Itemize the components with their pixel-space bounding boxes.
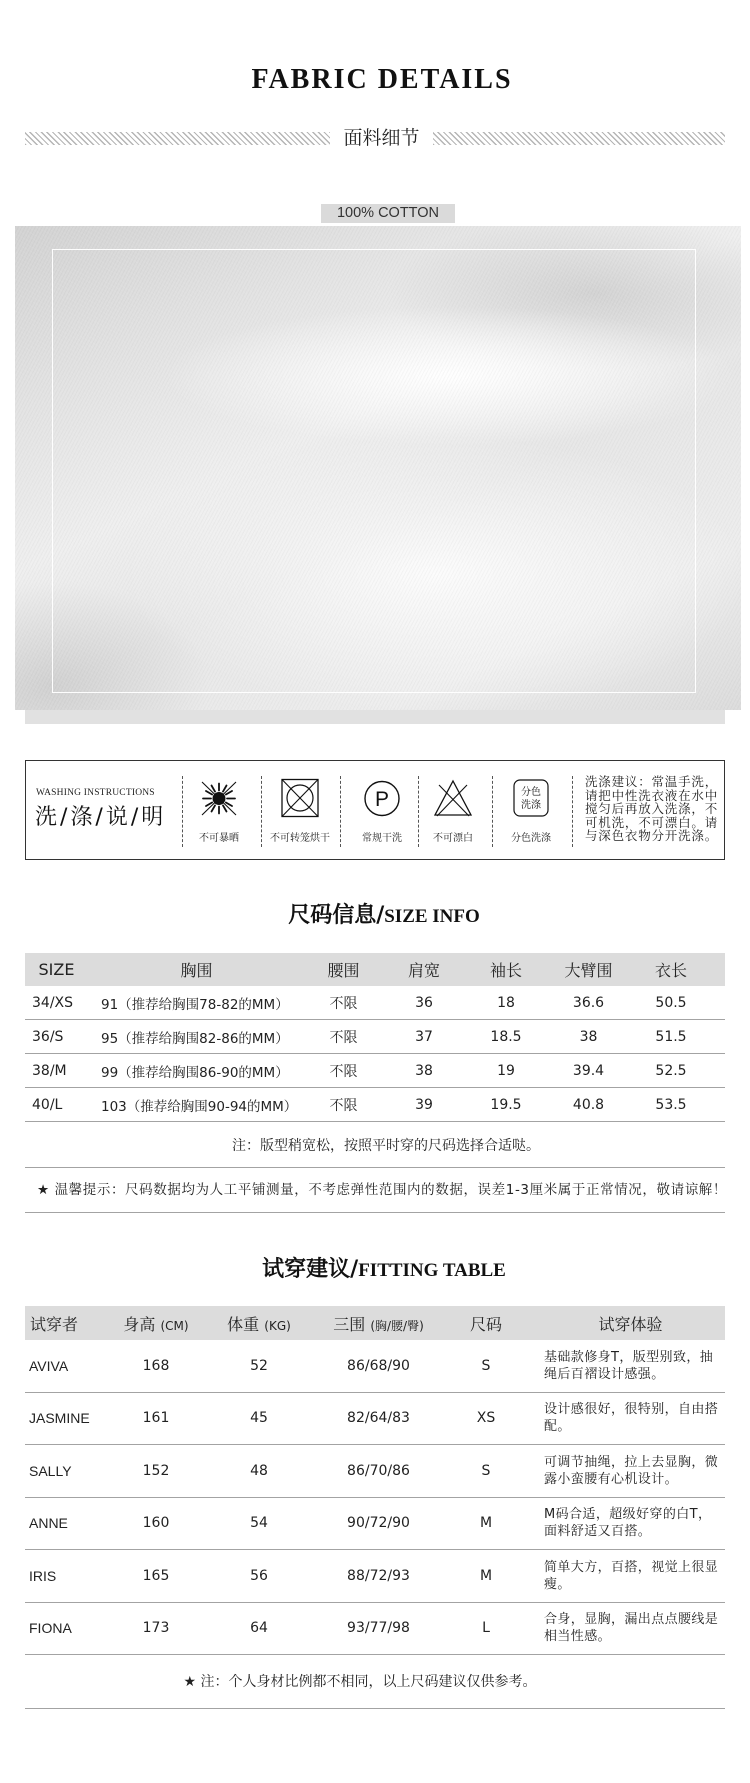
- dashed-divider: [340, 776, 341, 847]
- tester-name: IRIS: [29, 1567, 57, 1584]
- shoulder-cell: 39: [415, 1096, 433, 1113]
- tester-name: JASMINE: [29, 1410, 90, 1427]
- length-cell: 50.5: [655, 994, 687, 1011]
- header-cell-height: [115, 1312, 197, 1335]
- wash-separately-badge-line: 分色: [521, 787, 541, 798]
- header-unit: (CM): [160, 1318, 189, 1333]
- chest-cell: 99（推荐给胸围86-90的MM）: [101, 1064, 289, 1081]
- washing-title-zh: 洗/涤/说/明: [35, 805, 167, 830]
- decorative-stripe-right: [433, 132, 725, 145]
- fitting-footer-note: ★ 注：个人身材比例都不相同，以上尺码建议仅供参考。: [183, 1674, 537, 1690]
- wash-separately-label: 分色洗涤: [511, 833, 551, 844]
- tester-size: S: [481, 1462, 491, 1479]
- page-title: FABRIC DETAILS: [251, 64, 513, 95]
- fitting-row: [25, 1603, 725, 1656]
- divider-line: [25, 1167, 725, 1168]
- tester-height: 165: [142, 1567, 170, 1584]
- fitting-row: [25, 1340, 725, 1393]
- no-sun-drying-label: 不可暴晒: [199, 833, 239, 844]
- header-unit: (胸/腰/臀): [370, 1318, 424, 1333]
- header-label: 身高: [123, 1314, 156, 1334]
- tester-weight: 56: [250, 1567, 268, 1584]
- tester-weight: 48: [250, 1462, 268, 1479]
- header-cell-sleeve: 袖长: [489, 961, 522, 980]
- chest-cell: 91（推荐给胸围78-82的MM）: [101, 996, 289, 1013]
- tester-measurements: 88/72/93: [347, 1567, 410, 1584]
- tester-experience: 合身，显胸，漏出点点腰线是相当性感。: [544, 1612, 719, 1645]
- fitting-row: [25, 1498, 725, 1551]
- no-bleach-icon: [431, 778, 475, 819]
- fitting-row: [25, 1550, 725, 1603]
- waist-cell: 不限: [329, 1097, 358, 1114]
- tester-weight: 45: [250, 1410, 268, 1427]
- size-cell: 34/XS: [32, 994, 74, 1011]
- tester-name: SALLY: [29, 1462, 72, 1479]
- size-row: [25, 1088, 725, 1122]
- chest-cell: 95（推荐给胸围82-86的MM）: [101, 1030, 289, 1047]
- header-cell-shoulder: 肩宽: [407, 961, 440, 980]
- washing-advice-text: 洗涤建议：常温手洗，请把中性洗衣液在水中搅匀后再放入洗涤，不可机洗，不可漂白。请与深色衣物分开洗涤。: [585, 774, 719, 844]
- fitting-heading-zh: 试穿建议/: [262, 1257, 359, 1282]
- header-label: 体重: [227, 1314, 260, 1334]
- dry-clean-label: 常规干洗: [362, 833, 402, 844]
- shoulder-cell: 36: [415, 994, 433, 1011]
- fitting-row: [25, 1393, 725, 1446]
- dry-clean-p-icon: [360, 778, 404, 819]
- no-tumble-dry-label: 不可转笼烘干: [270, 833, 330, 844]
- dashed-divider: [572, 776, 573, 847]
- tester-measurements: 90/72/90: [347, 1515, 410, 1532]
- fitting-table: [25, 1306, 725, 1655]
- tester-height: 173: [142, 1620, 170, 1637]
- wash-separately-badge-line: 洗涤: [521, 800, 541, 811]
- size-table-header: [25, 953, 725, 986]
- sleeve-cell: 18: [497, 994, 515, 1011]
- dry-clean-symbol-letter: P: [374, 788, 390, 811]
- header-label: 三围: [333, 1314, 366, 1334]
- tester-size: M: [479, 1515, 493, 1532]
- upper-arm-cell: 40.8: [572, 1096, 605, 1113]
- tester-name: AVIVA: [29, 1357, 69, 1374]
- no-tumble-dry-icon: [278, 778, 322, 819]
- size-info-heading-zh: 尺码信息/: [288, 903, 385, 928]
- decorative-stripe-left: [25, 132, 330, 145]
- tester-weight: 64: [250, 1620, 268, 1637]
- divider-line: [25, 1708, 725, 1709]
- size-row: [25, 986, 725, 1020]
- header-cell-waist: 腰围: [327, 961, 360, 980]
- tester-size: L: [482, 1620, 490, 1637]
- size-cell: 36/S: [32, 1028, 64, 1045]
- tester-measurements: 86/70/86: [347, 1462, 410, 1479]
- photo-inner-frame: [52, 249, 696, 693]
- shoulder-cell: 38: [415, 1062, 433, 1079]
- header-cell-tester: 试穿者: [30, 1314, 79, 1334]
- size-info-heading-en: SIZE INFO: [384, 906, 480, 927]
- tester-height: 168: [142, 1357, 170, 1374]
- tester-height: 160: [142, 1515, 170, 1532]
- material-badge: 100% COTTON: [321, 204, 455, 223]
- tester-size: M: [479, 1567, 493, 1584]
- tester-name: ANNE: [29, 1515, 68, 1532]
- measurement-tip: ★ 温馨提示：尺码数据均为人工平铺测量，不考虑弹性范围内的数据，误差1-3厘米属于正常情况，敬请谅解！: [36, 1182, 728, 1198]
- tester-measurements: 86/68/90: [347, 1357, 410, 1374]
- wash-separately-icon: [509, 778, 553, 819]
- shoulder-cell: 37: [415, 1028, 433, 1045]
- header-cell-chest: 胸围: [180, 961, 213, 980]
- tester-measurements: 93/77/98: [347, 1620, 410, 1637]
- size-cell: 38/M: [32, 1062, 67, 1079]
- no-bleach-label: 不可漂白: [433, 833, 473, 844]
- sleeve-cell: 18.5: [490, 1028, 522, 1045]
- header-cell-upper-arm: 大臂围: [564, 961, 613, 980]
- sleeve-cell: 19: [497, 1062, 515, 1079]
- tester-weight: 54: [250, 1515, 268, 1532]
- tester-height: 161: [142, 1410, 170, 1427]
- tester-weight: 52: [250, 1357, 268, 1374]
- fitting-table-header: [25, 1306, 725, 1340]
- fitting-heading-en: FITTING TABLE: [358, 1260, 506, 1281]
- fitting-table-heading: [18, 1256, 750, 1285]
- header-cell-weight: [197, 1312, 321, 1335]
- tester-experience: 可调节抽绳，拉上去显胸，微露小蛮腰有心机设计。: [544, 1454, 719, 1487]
- header-cell-measurements: [321, 1312, 436, 1335]
- size-note: 注：版型稍宽松，按照平时穿的尺码选择合适哒。: [232, 1138, 540, 1154]
- waist-cell: 不限: [329, 1029, 358, 1046]
- divider-line: [25, 1212, 725, 1213]
- size-table: [25, 953, 725, 1122]
- page-subtitle: 面料细节: [343, 127, 420, 149]
- photo-shadow-strip: [25, 710, 725, 724]
- header-cell-size: 尺码: [469, 1314, 502, 1334]
- tester-experience: 基础款修身T，版型别致，抽绳后百褶设计感强。: [544, 1349, 714, 1382]
- header-cell-length: 衣长: [654, 961, 687, 980]
- tester-experience: 设计感很好，很特别，自由搭配。: [544, 1402, 719, 1435]
- washing-instructions-box: [25, 760, 725, 860]
- header-unit: (KG): [264, 1318, 291, 1333]
- fabric-closeup-photo: [15, 226, 741, 710]
- tester-size: XS: [476, 1410, 496, 1427]
- tester-experience: 简单大方，百搭，视觉上很显瘦。: [544, 1559, 719, 1592]
- fitting-row: [25, 1445, 725, 1498]
- upper-arm-cell: 39.4: [572, 1062, 605, 1079]
- size-cell: 40/L: [32, 1096, 63, 1113]
- waist-cell: 不限: [329, 1063, 358, 1080]
- length-cell: 53.5: [655, 1096, 687, 1113]
- tester-size: S: [481, 1357, 491, 1374]
- tester-name: FIONA: [29, 1620, 72, 1637]
- size-row: [25, 1020, 725, 1054]
- upper-arm-cell: 38: [579, 1028, 598, 1045]
- no-sun-drying-icon: [197, 778, 241, 819]
- chest-cell: 103（推荐给胸围90-94的MM）: [101, 1098, 298, 1115]
- tester-height: 152: [142, 1462, 170, 1479]
- tester-measurements: 82/64/83: [347, 1410, 410, 1427]
- upper-arm-cell: 36.6: [572, 994, 605, 1011]
- length-cell: 52.5: [655, 1062, 687, 1079]
- length-cell: 51.5: [655, 1028, 687, 1045]
- header-cell-size: SIZE: [38, 960, 75, 979]
- size-row: [25, 1054, 725, 1088]
- size-info-heading: [18, 902, 750, 931]
- sleeve-cell: 19.5: [490, 1096, 522, 1113]
- waist-cell: 不限: [329, 995, 358, 1012]
- tester-experience: M码合适，超级好穿的白T，面料舒适又百搭。: [544, 1507, 712, 1540]
- header-cell-experience: 试穿体验: [598, 1314, 663, 1334]
- washing-title-en: WASHING INSTRUCTIONS: [36, 788, 155, 798]
